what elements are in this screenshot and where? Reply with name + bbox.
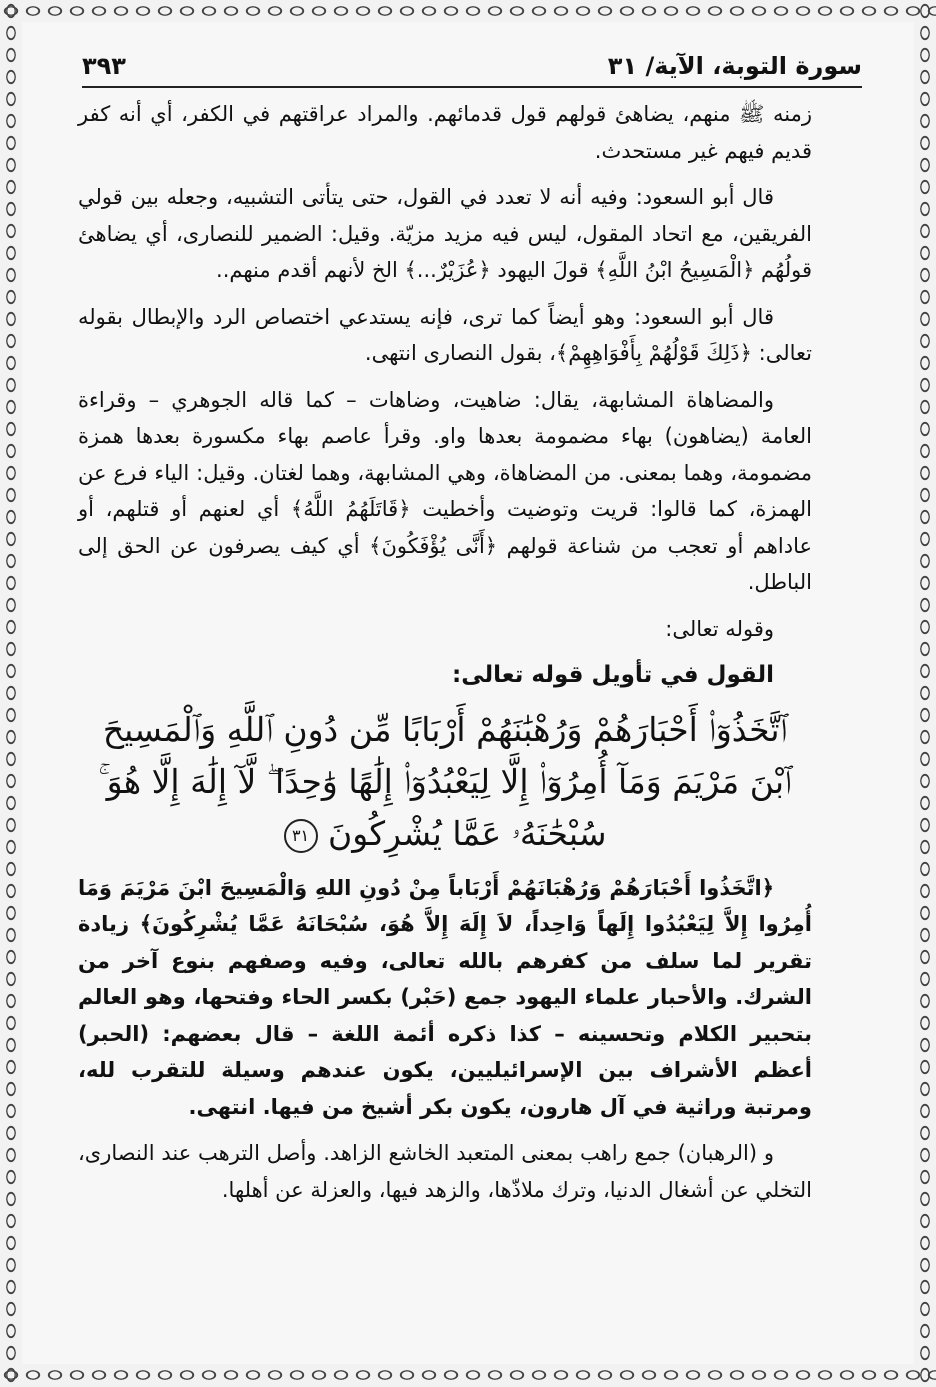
paragraph: والمضاهاة المشابهة، يقال: ضاهيت، وضاهات – كما قاله الجوهري – وقراءة العامة (يضاهون) بهاء مضمومة بعدها واو. وقرأ عاصم بهاء مكسورة بعدها همزة مضمومة، وهما بمعنى. من المضاهاة، وهي المشابهة، وهما لغتان. وقيل: الياء فرع عن الهمزة، كما قالوا: قريت وتوضيت وأخطيت ﴿قَاتَلَهُمُ اللَّهُ﴾ أي لعنهم أو قتلهم، أو عاداهم أو تعجب من شناعة قولهم ﴿أَنَّى يُؤْفَكُونَ﴾ أي كيف يصرفون عن الحق إلى الباطل. [78,387,812,594]
decorative-border-bottom [0,1364,936,1386]
quran-verse-text: ٱتَّخَذُوٓا۟ أَحْبَارَهُمْ وَرُهْبَٰنَهُمْ أَرْبَابًا مِّن دُونِ ٱللَّهِ وَٱلْمَسِيحَ ٱبْنَ مَرْيَمَ وَمَآ أُمِرُوٓا۟ إِلَّا لِيَعْبُدُوٓا۟ إِلَٰهًا وَٰحِدًا ۖ لَّآ إِلَٰهَ إِلَّا هُوَ ۚ سُبْحَٰنَهُۥ عَمَّا يُشْرِكُونَ [98,709,792,853]
quran-verse-block [78,704,812,860]
decorative-border-right [914,0,936,1387]
paragraph: زمنه ﷺ منهم، يضاهئ قولهم قول قدمائهم. والمراد عراقتهم في الكفر، أي أنه كفر قديم فيهم غير مستحدث. [78,102,812,163]
page-body [78,96,812,1218]
decorative-border-left [0,0,22,1387]
commentary-paragraph: و (الرهبان) جمع راهب بمعنى المتعبد الخاشع الزاهد. وأصل الترهب عند النصارى، التخلي عن أشغال الدنيا، وترك ملاذّها، والزهد فيها، والعزلة عن أهلها. [78,1141,812,1202]
verse-number-marker: ٣١ [284,819,318,853]
decorative-border-top [0,0,936,22]
header-rule [82,86,862,88]
intro-line: وقوله تعالى: [665,616,774,641]
page-header [82,46,862,86]
running-title: سورة التوبة، الآية/ ٣١ [607,52,862,80]
section-heading: القول في تأويل قوله تعالى: [452,662,774,688]
paragraph: قال أبو السعود: وهو أيضاً كما ترى، فإنه يستدعي اختصاص الرد والإبطال بقوله تعالى: ﴿ذَلِكَ قَوْلُهُمْ بِأَفْوَاهِهِمْ﴾، بقول النصارى انتهى. [78,304,812,365]
commentary-paragraph: ﴿اتَّخَذُوا أَحْبَارَهُمْ وَرُهْبَانَهُمْ أَرْبَاباً مِنْ دُونِ اللهِ وَالْمَسِيحَ ابْنَ مَرْيَمَ وَمَا أُمِرُوا إِلاَّ لِيَعْبُدُوا إِلَهاً وَاحِداً، لاَ إِلَهَ إِلاَّ هُوَ، سُبْحَانَهُ عَمَّا يُشْرِكُونَ﴾ زيادة تقرير لما سلف من كفرهم بالله تعالى، وفيه وصفهم بنوع آخر من الشرك. والأحبار علماء اليهود جمع (حَبْر) بكسر الحاء وفتحها، وهو العالم بتحبير الكلام وتحسينه – كذا ذكره أئمة اللغة – قال بعضهم: (الحبر) أعظم الأشراف بين الإسرائيليين، يكون عندهم وسيلة للتقرب لله، ومرتبة وراثية في آل هارون، يكون بكر أشيخ من فيها. انتهى. [78,875,812,1119]
paragraph: قال أبو السعود: وفيه أنه لا تعدد في القول، حتى يتأتى التشبيه، وجعله بين قولي الفريقين، مع اتحاد المقول، ليس فيه مزيد مزيّة. وقيل: الضمير للنصارى، أي يضاهئ قولُهُم ﴿الْمَسِيحُ ابْنُ اللَّهِ﴾ قولَ اليهود ﴿عُزَيْرٌ...﴾ الخ لأنهم أقدم منهم.. [78,185,812,282]
page-number: ٣٩٣ [82,52,126,80]
